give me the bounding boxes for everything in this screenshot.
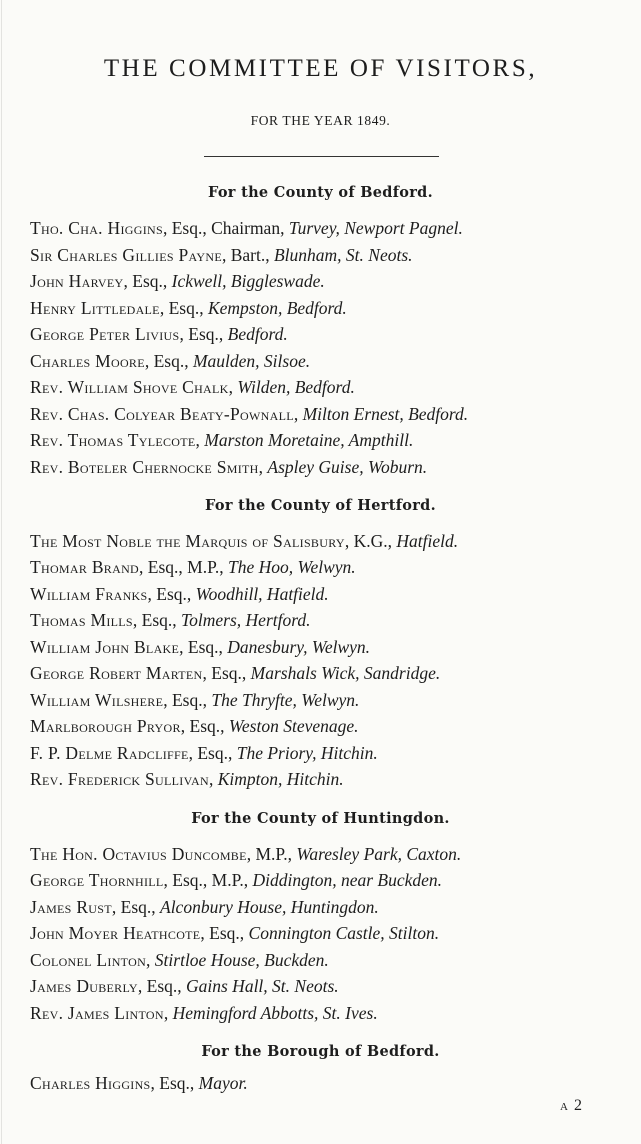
member-place: Marshals Wick, Sandridge. — [250, 663, 441, 683]
member-name: George Thornhill — [30, 870, 164, 890]
member-entry — [30, 717, 359, 736]
member-title: , Esq., — [137, 976, 186, 996]
member-title: , Esq., — [147, 584, 196, 604]
member-name: Charles Moore — [30, 351, 145, 371]
member-title: , Esq., — [150, 1073, 199, 1093]
member-place: Danesbury, Welwyn. — [227, 637, 371, 657]
member-entry — [30, 219, 463, 238]
member-name: John Moyer Heathcote — [30, 923, 201, 943]
member-place: Weston Stevenage. — [228, 716, 359, 736]
member-entry — [30, 770, 344, 789]
member-place: The Hoo, Welwyn. — [228, 557, 356, 577]
member-entry — [30, 246, 413, 265]
member-entry — [30, 299, 347, 318]
member-title: , Esq., M.P., — [163, 870, 253, 890]
member-entry — [30, 325, 288, 344]
member-place: Stirtloe House, Buckden. — [154, 950, 329, 970]
member-entry — [30, 951, 329, 970]
section-heading-borough-bedford: For the Borough of Bedford. — [201, 1043, 440, 1060]
member-place: Kimpton, Hitchin. — [217, 769, 344, 789]
page-edge-line — [1, 0, 2, 1144]
member-title: , Esq., — [144, 351, 193, 371]
member-entry — [30, 272, 325, 291]
member-name: Rev. Boteler Chernocke Smith — [30, 457, 259, 477]
member-title: , — [293, 404, 303, 424]
member-place: Woodhill, Hatfield. — [195, 584, 329, 604]
member-entry — [30, 378, 355, 397]
member-place: Alconbury House, Huntingdon. — [160, 897, 379, 917]
member-place: Maulden, Silsoe. — [192, 351, 311, 371]
member-place: Bedford. — [227, 324, 288, 344]
member-place: Waresley Park, Caxton. — [296, 844, 462, 864]
member-title: , Esq., — [132, 610, 182, 630]
member-name: Rev. Frederick Sullivan — [30, 769, 209, 789]
page-subtitle: FOR THE YEAR 1849. — [250, 113, 391, 128]
member-entry — [30, 924, 439, 943]
member-title: , Esq., — [123, 271, 172, 291]
member-name: Thomar Brand — [30, 557, 140, 577]
member-place: Hatfield. — [396, 531, 459, 551]
member-name: Tho. Cha. Higgins — [30, 218, 163, 238]
member-name: The Most Noble the Marquis of Salisbury — [30, 531, 345, 551]
member-title: , Esq., — [200, 923, 249, 943]
member-title: , Esq., — [163, 690, 212, 710]
member-name: Rev. William Shove Chalk — [30, 377, 229, 397]
member-place: Diddington, near Buckden. — [252, 870, 443, 890]
member-name: Sir Charles Gillies Payne — [30, 245, 222, 265]
member-title: , Bart., — [221, 245, 274, 265]
member-place: Tolmers, Hertford. — [181, 610, 311, 630]
member-place: Gains Hall, St. Neots. — [186, 976, 339, 996]
member-name: Colonel Linton — [30, 950, 147, 970]
member-title: , — [146, 950, 155, 970]
member-entry — [30, 977, 339, 996]
member-entry — [30, 405, 468, 424]
member-entry — [30, 871, 442, 890]
member-name: James Rust — [30, 897, 112, 917]
member-place: Marston Moretaine, Ampthill. — [204, 430, 414, 450]
member-entry — [30, 898, 379, 917]
member-name: Rev. Chas. Colyear Beaty-Pownall — [30, 404, 294, 424]
member-entry — [30, 558, 356, 577]
member-entry — [30, 691, 359, 710]
member-name: The Hon. Octavius Duncombe — [30, 844, 247, 864]
member-name: William John Blake — [30, 637, 180, 657]
member-entry — [30, 744, 378, 763]
member-entry — [30, 352, 310, 371]
page-title: THE COMMITTEE OF VISITORS, — [103, 55, 538, 82]
member-entry — [30, 431, 413, 450]
member-title: , Esq., — [159, 298, 208, 318]
member-name: George Peter Livius — [30, 324, 180, 344]
member-title: , Esq., Chairman, — [162, 218, 289, 238]
member-place: Turvey, Newport Pagnel. — [288, 218, 463, 238]
member-title: , — [258, 457, 268, 477]
section-heading-hertford: For the County of Hertford. — [205, 497, 436, 514]
member-place: Connington Castle, Stilton. — [248, 923, 440, 943]
member-title: , Esq., — [188, 743, 237, 763]
member-name: Rev. James Linton — [30, 1003, 164, 1023]
signature-mark: a 2 — [560, 1097, 583, 1114]
member-place: Aspley Guise, Woburn. — [267, 457, 428, 477]
member-entry — [30, 458, 427, 477]
member-place: Hemingford Abbotts, St. Ives. — [172, 1003, 378, 1023]
divider-rule — [204, 156, 439, 157]
member-entry — [30, 638, 370, 657]
section-heading-huntingdon: For the County of Huntingdon. — [191, 810, 450, 827]
member-title: , — [163, 1003, 173, 1023]
member-name: George Robert Marten — [30, 663, 203, 683]
member-place: The Priory, Hitchin. — [236, 743, 378, 763]
member-name: F. P. Delme Radcliffe — [30, 743, 189, 763]
section-heading-bedford: For the County of Bedford. — [208, 184, 433, 201]
member-name: William Franks — [30, 584, 148, 604]
member-title: , Esq., — [179, 637, 228, 657]
member-title: , Esq., — [111, 897, 160, 917]
member-title: , Esq., — [180, 716, 229, 736]
member-title: , Esq., — [179, 324, 228, 344]
member-entry — [30, 664, 440, 683]
member-title: , M.P., — [246, 844, 297, 864]
member-name: James Duberly — [30, 976, 138, 996]
member-name: John Harvey — [30, 271, 124, 291]
member-name: Rev. Thomas Tylecote — [30, 430, 196, 450]
member-place: Mayor. — [198, 1073, 248, 1093]
member-place: Wilden, Bedford. — [237, 377, 355, 397]
member-place: Ickwell, Biggleswade. — [171, 271, 325, 291]
member-title: , Esq., M.P., — [139, 557, 228, 577]
member-name: Charles Higgins — [30, 1073, 151, 1093]
member-place: Kempston, Bedford. — [207, 298, 347, 318]
member-title: , K.G., — [344, 531, 397, 551]
member-entry — [30, 532, 458, 551]
member-entry — [30, 1004, 378, 1023]
member-entry — [30, 1074, 248, 1093]
member-title: , Esq., — [202, 663, 251, 683]
member-entry — [30, 611, 311, 630]
member-title: , — [228, 377, 238, 397]
member-title: , — [208, 769, 218, 789]
member-entry — [30, 585, 329, 604]
member-name: Thomas Mills — [30, 610, 133, 630]
member-name: William Wilshere — [30, 690, 164, 710]
member-place: Blunham, St. Neots. — [273, 245, 413, 265]
member-title: , — [195, 430, 205, 450]
member-place: Milton Ernest, Bedford. — [302, 404, 469, 424]
member-entry — [30, 845, 461, 864]
member-name: Henry Littledale — [30, 298, 160, 318]
member-place: The Thryfte, Welwyn. — [211, 690, 360, 710]
member-name: Marlborough Pryor — [30, 716, 181, 736]
